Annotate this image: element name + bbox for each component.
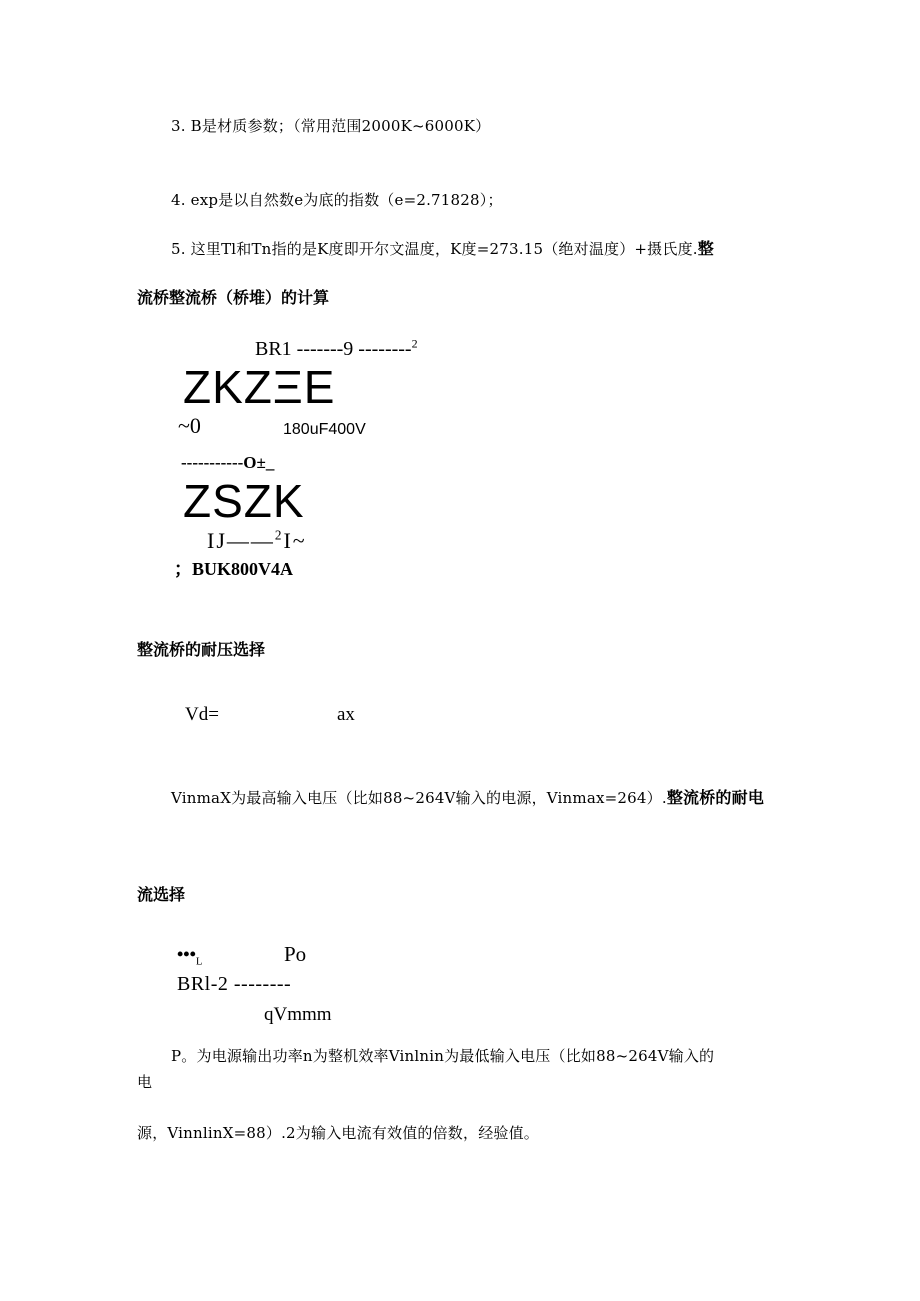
figure-line-6-text: IJ—— bbox=[207, 528, 275, 553]
paragraph-5-text: 5. 这里Tl和Tn指的是K度即开尔文温度，K度=273.15（绝对温度）+摄氏度. bbox=[171, 240, 698, 258]
current-formula-denominator: qVmmm bbox=[264, 1004, 332, 1025]
section-heading-voltage: 整流桥的耐压选择 bbox=[137, 640, 266, 659]
figure-line-3-left: ~0 bbox=[178, 413, 201, 438]
paragraph-4: 4. exp是以自然数e为底的指数（e=2.71828）； bbox=[171, 191, 503, 209]
current-description-line-1: P。为电源输出功率n为整机效率Vinlnin为最低输入电压（比如88~264V输入的 bbox=[171, 1047, 715, 1065]
figure-line-1-text: BR1 -------9 -------- bbox=[255, 338, 412, 360]
figure-line-5: ZSZK bbox=[183, 475, 305, 527]
voltage-description-text: VinmaX为最高输入电压（比如88~264V输入的电源，Vinmax=264）. bbox=[171, 789, 667, 807]
figure-line-4: -----------O±_ bbox=[181, 453, 275, 472]
voltage-description-bold-tail: 整流桥的耐电 bbox=[666, 788, 765, 807]
figure-line-1 bbox=[255, 338, 418, 360]
figure-line-1-sup: 2 bbox=[411, 336, 418, 351]
section-heading-current bbox=[137, 885, 185, 905]
current-formula-po: Po bbox=[284, 942, 307, 966]
figure-line-3-right: 180uF400V bbox=[283, 421, 366, 438]
current-formula-dots-sub: L bbox=[195, 955, 203, 968]
figure-line-7: ；BUK800V4A bbox=[174, 559, 294, 579]
figure-line-6-sup: 2 bbox=[274, 527, 284, 543]
voltage-description bbox=[171, 788, 764, 808]
paragraph-3: 3. B是材质参数；（常用范围2000K~6000K） bbox=[171, 117, 491, 135]
current-description-line-2: 电 bbox=[137, 1073, 153, 1091]
figure-line-2: ZKZΞE bbox=[183, 361, 336, 413]
current-formula-dots bbox=[177, 943, 203, 968]
section-heading-bridge-calculation: 流桥整流桥（桥堆）的计算 bbox=[137, 288, 330, 307]
paragraph-5-bold-tail: 整 bbox=[697, 239, 714, 258]
voltage-formula-right: ax bbox=[337, 704, 355, 725]
paragraph-5 bbox=[171, 239, 714, 259]
voltage-formula-left: Vd= bbox=[185, 704, 219, 725]
figure-line-6-tail: I~ bbox=[283, 528, 307, 553]
section-heading-current-text: 流选择 bbox=[137, 885, 186, 904]
figure-line-6 bbox=[207, 529, 307, 553]
current-description-line-3: 源，VinnlinX=88）.2为输入电流有效值的倍数，经验值。 bbox=[137, 1124, 539, 1142]
current-formula-dots-text: ••• bbox=[177, 944, 196, 964]
current-formula-br: BRl-2 -------- bbox=[177, 973, 292, 995]
